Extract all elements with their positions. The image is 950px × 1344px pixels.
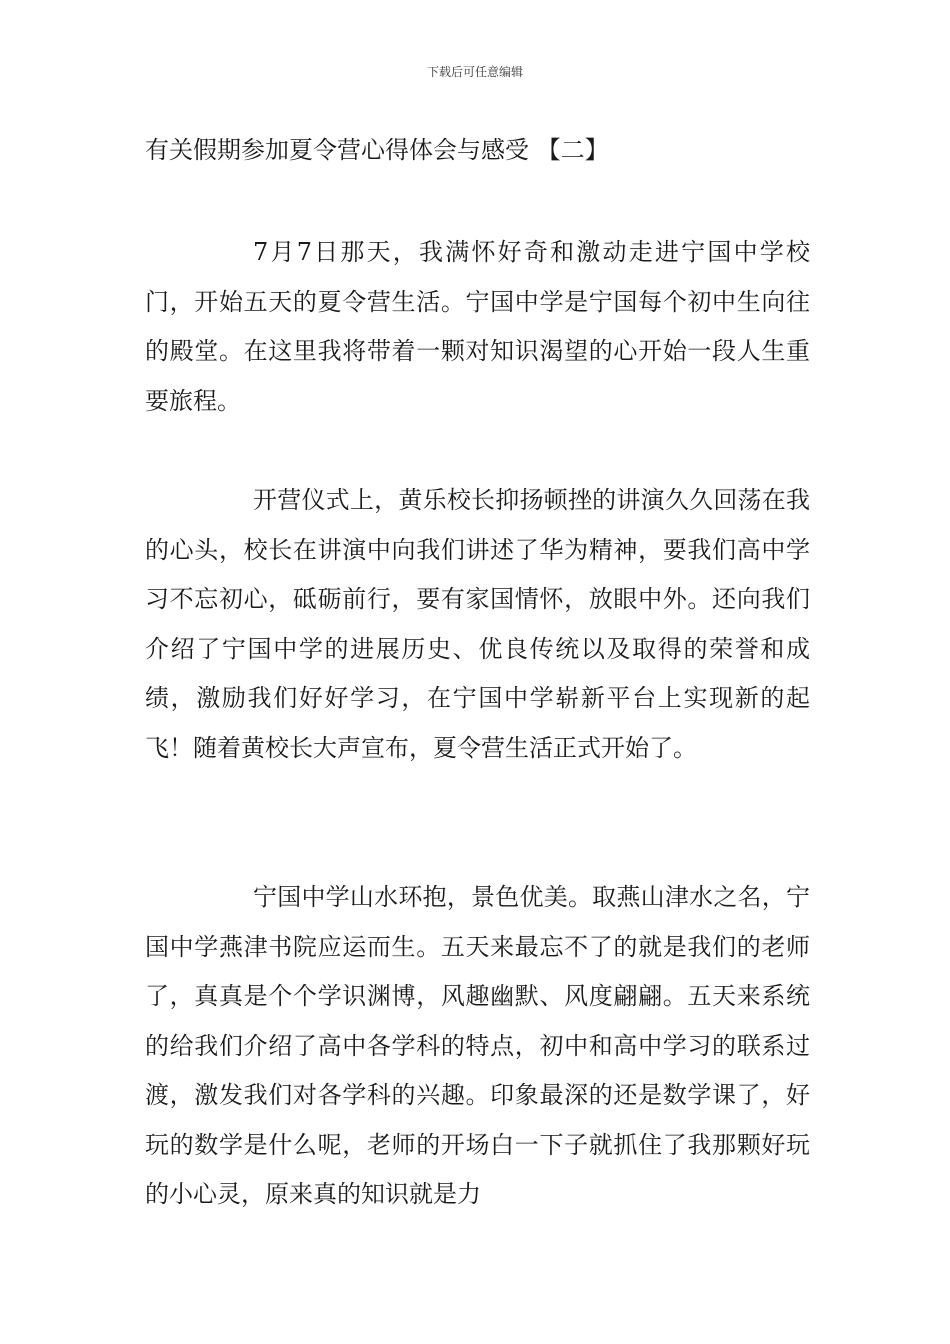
paragraph-1: 7月7日那天，我满怀好奇和激动走进宁国中学校门，开始五天的夏令营生活。宁国中学是宁国每个初中生向往的殿堂。在这里我将带着一颗对知识渴望的心开始一段人生重要旅程。	[145, 238, 810, 415]
header-note: 下载后可任意编辑	[426, 65, 523, 79]
paragraph-3: 宁国中学山水环抱，景色优美。取燕山津水之名，宁国中学燕津书院应运而生。五天来最忘不了的就是我们的老师了，真真是个个学识渊博，风趣幽默、风度翩翩。五天来系统的给我们介绍了高中各学科的特点，初中和高中学习的联系过渡，激发我们对各学科的兴趣。印象最深的还是数学课了，好玩的数学是什么呢，老师的开场白一下子就抓住了我那颗好玩的小心灵，原来真的知识就是力	[145, 883, 810, 1208]
document-title: 有关假期参加夏令营心得体会与感受 【二】	[145, 136, 609, 164]
paragraph-2: 开营仪式上，黄乐校长抑扬顿挫的讲演久久回荡在我的心头，校长在讲演中向我们讲述了华为精神，要我们高中学习不忘初心，砥砺前行，要有家国情怀，放眼中外。还向我们介绍了宁国中学的进展历史、优良传统以及取得的荣誉和成绩，激励我们好好学习，在宁国中学崭新平台上实现新的起飞！随着黄校长大声宣布，夏令营生活正式开始了。	[145, 486, 810, 762]
